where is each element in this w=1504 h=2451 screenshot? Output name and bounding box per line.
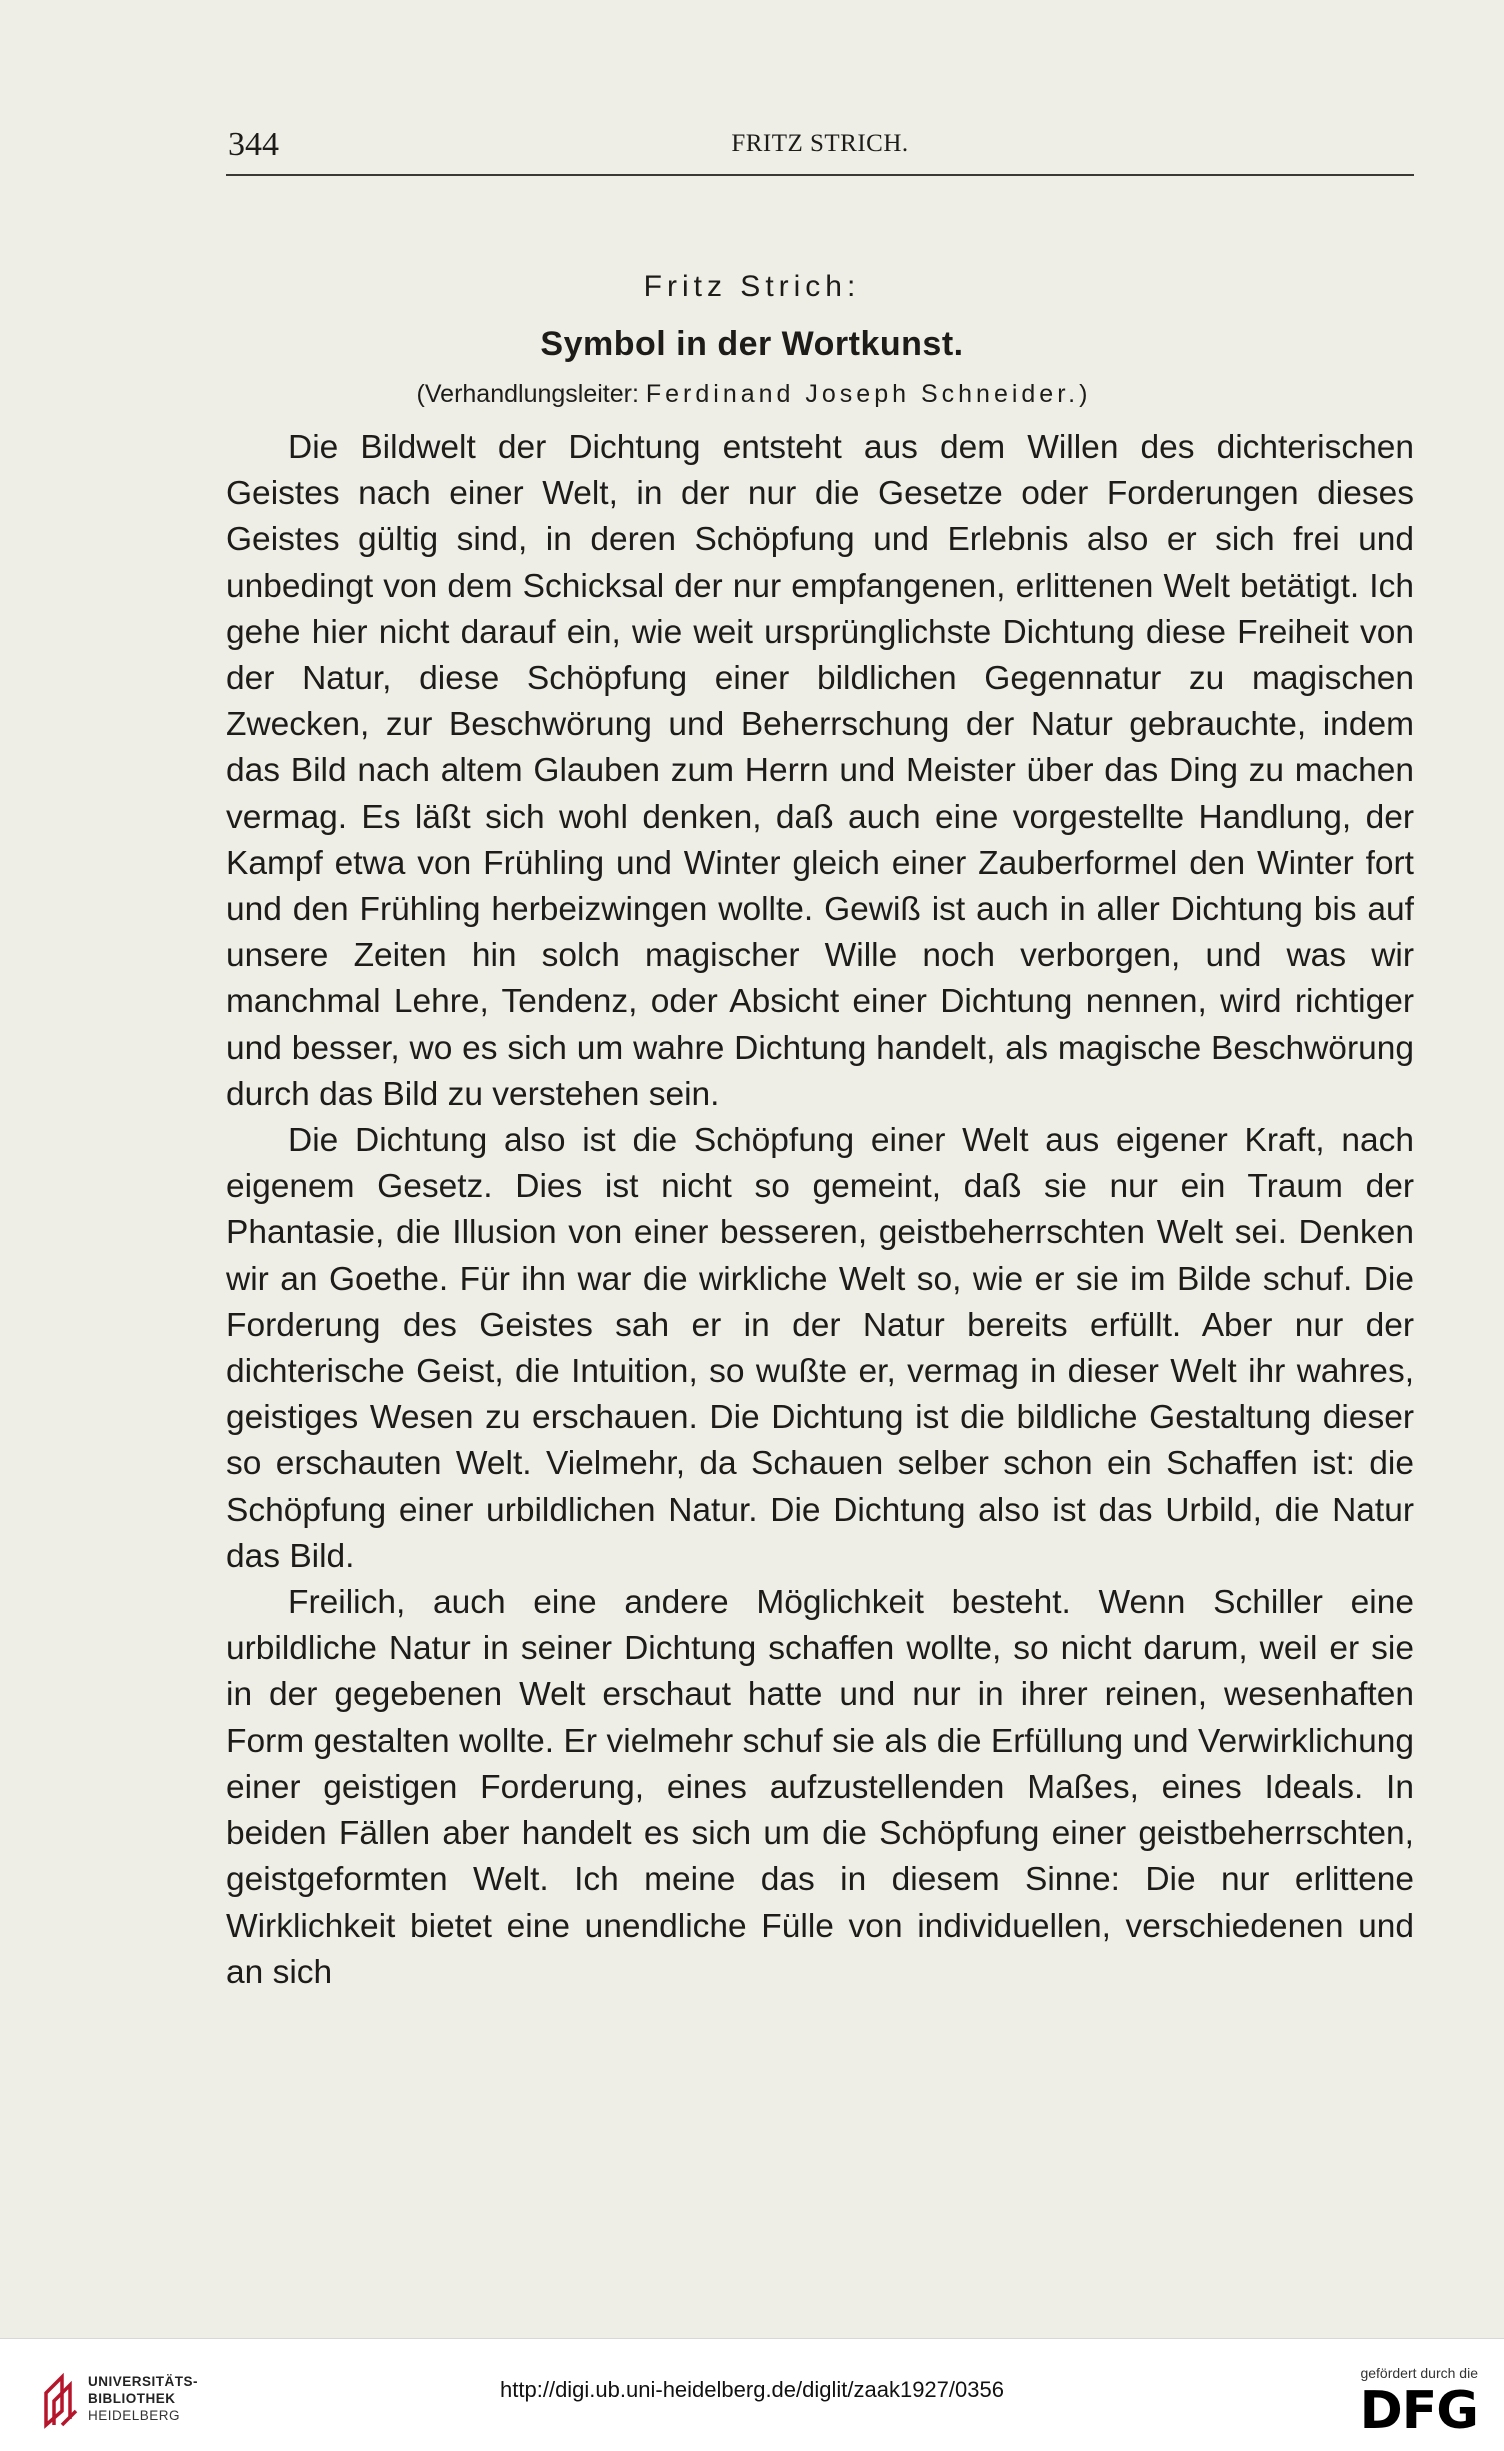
article-title: Symbol in der Wortkunst.: [540, 325, 964, 363]
paragraph-3: Freilich, auch eine andere Möglichkeit besteht. Wenn Schiller eine urbildliche Natur in seiner Dichtung schaffen wollte, so nicht darum, weil er sie in der gegebenen Welt erschaut hatte und nur in ihrer reinen, wesenhaften Form gestalten wollte. Er vielmehr schuf sie als die Erfüllung und Verwirklichung einer geistigen Forderung, eines aufzustellenden Maßes, eines Ideals. In beiden Fällen aber handelt es sich um die Schöpfung einer geistbeherrschten, geistgeformten Welt. Ich meine das in diesem Sinne: Die nur erlittene Wirklichkeit bietet eine unendliche Fülle von individuellen, verschiedenen und an sich: [226, 1584, 1414, 1991]
viewer-footer: [0, 2338, 1504, 2451]
funder-block: [1359, 2365, 1478, 2441]
funder-label: gefördert durch die: [1360, 2365, 1478, 2381]
paragraph-2: Die Dichtung also ist die Schöpfung einer Welt aus eigener Kraft, nach eigenem Gesetz. Dies ist nicht so gemeint, daß sie nur ein Traum der Phantasie, die Illusion von einer besseren, geistbeherrschten Welt sei. Denken wir an Goethe. Für ihn war die wirkliche Welt so, wie er sie im Bilde schuf. Die Forderung des Geistes sah er in der Natur bereits erfüllt. Aber nur der dichterische Geist, die Intuition, so wußte er, vermag in dieser Welt ihr wahres, geistiges Wesen zu erschauen. Die Dichtung ist die bildliche Gestaltung dieser so erschauten Welt. Vielmehr, da Schauen selber schon ein Schaffen ist: die Schöpfung einer urbildlichen Natur. Die Dichtung also ist das Urbild, die Natur das Bild.: [226, 1122, 1414, 1575]
page-number: 344: [228, 126, 279, 163]
chair-prefix: (Verhandlungsleiter:: [416, 380, 639, 408]
library-name-line3: HEIDELBERG: [88, 2408, 181, 2423]
paragraph-1: Die Bildwelt der Dichtung entsteht aus dem Willen des dichterischen Geistes nach einer Welt, in der nur die Gesetze oder Forderungen dieses Geistes gültig sind, in deren Schöpfung und Erlebnis also er sich frei und unbedingt von dem Schicksal der nur empfangenen, erlittenen Welt betätigt. Ich gehe hier nicht darauf ein, wie weit ursprünglichste Dichtung diese Freiheit von der Natur, diese Schöpfung einer bildlichen Gegennatur zu magischen Zwecken, zur Beschwörung und Beherrschung der Natur gebrauchte, indem das Bild nach altem Glauben zum Herrn und Meister über das Ding zu machen vermag. Es läßt sich wohl denken, daß auch eine vorgestellte Handlung, der Kampf etwa von Frühling und Winter gleich einer Zauberformel den Winter fort und den Frühling herbeizwingen wollte. Gewiß ist auch in aller Dichtung bis auf unsere Zeiten hin solch magischer Wille noch verborgen, und was wir manchmal Lehre, Tendenz, oder Absicht einer Dichtung nennen, wird richtiger und besser, wo es sich um wahre Dichtung handelt, als magische Beschwörung durch das Bild zu verstehen sein.: [226, 429, 1414, 1113]
session-chair: [0, 380, 1504, 409]
chair-name: Ferdinand Joseph Schneider.: [645, 380, 1080, 408]
library-name-line2: BIBLIOTHEK: [88, 2391, 176, 2406]
dfg-logo[interactable]: DFG: [1359, 2381, 1478, 2441]
article-body: [226, 425, 1414, 1996]
page-header: [226, 124, 1414, 176]
running-head: FRITZ STRICH.: [731, 130, 909, 157]
article-author: Fritz Strich:: [643, 270, 861, 303]
library-name-line1: UNIVERSITÄTS-: [88, 2374, 199, 2389]
chair-suffix: ): [1079, 380, 1088, 408]
permalink-url[interactable]: http://digi.ub.uni-heidelberg.de/diglit/zaak1927/0356: [500, 2377, 1004, 2402]
